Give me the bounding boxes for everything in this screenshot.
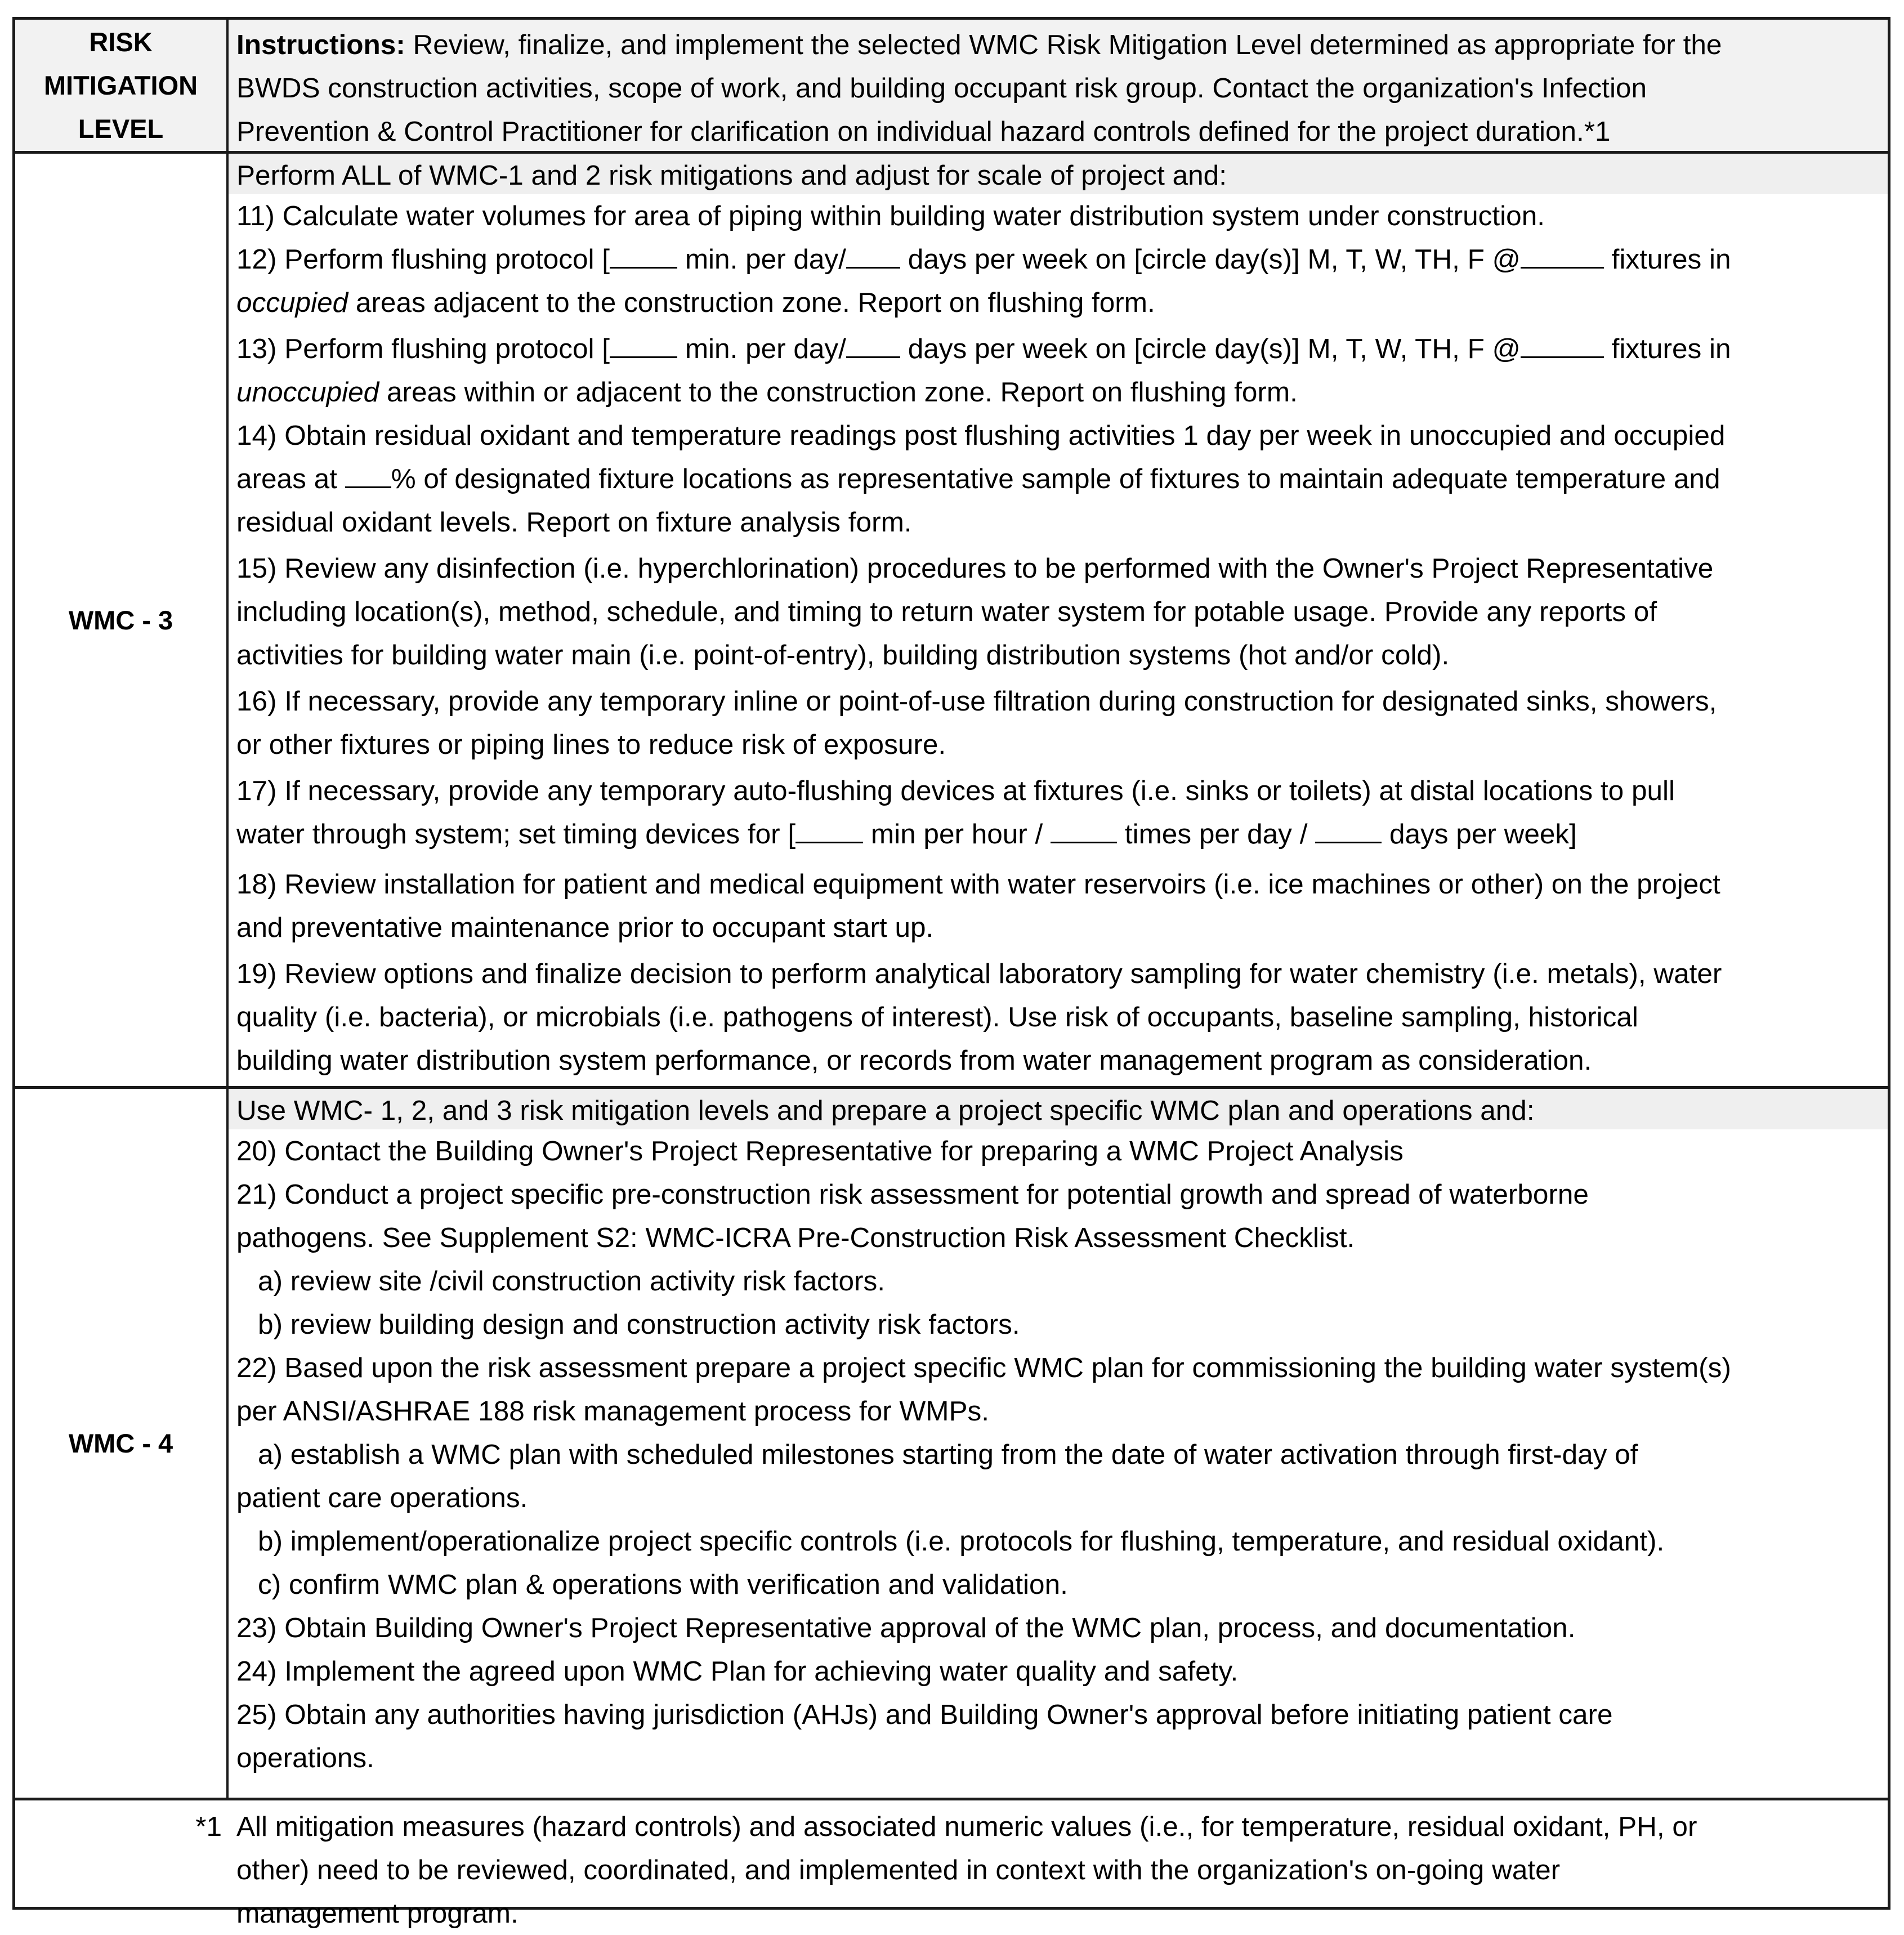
wmc4-level-text: WMC - 4 <box>68 1428 173 1458</box>
item-12 <box>229 238 1888 281</box>
item-22-a: a) establish a WMC plan with scheduled milestones starting from the date of water activation through first-day of <box>258 1439 1638 1470</box>
item-12-text: 12) Perform flushing protocol [ <box>236 244 610 275</box>
item-19-cont: building water distribution system performance, or records from water management program as consideration. <box>236 1045 1592 1076</box>
item-25-cont: operations. <box>236 1742 374 1773</box>
item-12-text: areas adjacent to the construction zone. Report on flushing form. <box>348 287 1155 318</box>
item-17: 17) If necessary, provide any temporary auto-flushing devices at fixtures (i.e. sinks or toilets) at distal locations to pull <box>236 775 1675 806</box>
level-heading-line: LEVEL <box>78 114 164 144</box>
instructions-cell <box>229 20 1888 151</box>
item-16-cont: or other fixtures or piping lines to reduce risk of exposure. <box>236 729 946 760</box>
unoccupied-emphasis: unoccupied <box>236 377 379 408</box>
item-21-cont: pathogens. See Supplement S2: WMC-ICRA Pre-Construction Risk Assessment Checklist. <box>236 1222 1355 1253</box>
item-25: 25) Obtain any authorities having jurisdiction (AHJs) and Building Owner's approval before initiating patient care <box>236 1699 1613 1730</box>
instructions-label: Instructions: <box>236 29 405 60</box>
wmc3-mitigations-cell <box>229 154 1888 1086</box>
level-heading-line: MITIGATION <box>43 70 198 100</box>
item-13-text: days per week on [circle day(s)] M, T, W, TH, F @ <box>900 333 1521 364</box>
item-12-text: fixtures in <box>1603 244 1731 275</box>
item-15: 15) Review any disinfection (i.e. hyperchlorination) procedures to be performed with the Owner's Project Representative <box>236 553 1714 584</box>
item-22-c: c) confirm WMC plan & operations with verification and validation. <box>258 1569 1068 1600</box>
wmc3-level-text: WMC - 3 <box>68 605 173 635</box>
instructions-text: Prevention & Control Practitioner for clarification on individual hazard controls defined for the project duration.*1 <box>236 116 1611 147</box>
wmc3-row <box>15 154 1888 1089</box>
footnote-cell <box>229 1800 1888 1929</box>
item-17-text: water through system; set timing devices for [ <box>236 819 796 850</box>
item-17-text: min per hour / <box>863 819 1043 850</box>
fill-blank <box>1051 814 1117 843</box>
item-14-text: areas at <box>236 463 337 494</box>
fill-blank <box>1315 814 1382 843</box>
level-column-heading <box>15 20 229 151</box>
fill-blank <box>795 814 863 843</box>
item-20: 20) Contact the Building Owner's Project Representative for preparing a WMC Project Analysis <box>236 1136 1404 1167</box>
item-13-text: fixtures in <box>1603 333 1731 364</box>
footnote-text: management program. <box>236 1898 519 1929</box>
footnote-text: other) need to be reviewed, coordinated, and implemented in context with the organization's on-going water <box>236 1854 1561 1885</box>
item-13-cont <box>229 370 1888 414</box>
item-14-cont <box>229 457 1888 500</box>
item-12-cont <box>229 281 1888 324</box>
header-row <box>15 20 1888 154</box>
item-22-b: b) implement/operationalize project specific controls (i.e. protocols for flushing, temperature, and residual oxidant). <box>258 1526 1665 1557</box>
item-17-text: days per week] <box>1382 819 1577 850</box>
item-21-b: b) review building design and construction activity risk factors. <box>258 1309 1020 1340</box>
item-11: 11) Calculate water volumes for area of piping within building water distribution system under construction. <box>236 200 1545 231</box>
item-15-cont: including location(s), method, schedule, and timing to return water system for potable usage. Provide any reports of <box>236 596 1657 627</box>
fill-blank <box>345 458 391 488</box>
item-18-cont: and preventative maintenance prior to occupant start up. <box>236 912 934 943</box>
wmc4-level-label <box>15 1089 229 1798</box>
fill-blank <box>610 239 677 269</box>
item-13-text: areas within or adjacent to the construction zone. Report on flushing form. <box>379 377 1298 408</box>
wmc4-intro: Use WMC- 1, 2, and 3 risk mitigation levels and prepare a project specific WMC plan and operations and: <box>229 1089 1888 1129</box>
item-24: 24) Implement the agreed upon WMC Plan for achieving water quality and safety. <box>236 1656 1239 1687</box>
occupied-emphasis: occupied <box>236 287 348 318</box>
wmc4-row <box>15 1089 1888 1800</box>
item-22: 22) Based upon the risk assessment prepare a project specific WMC plan for commissioning the building water system(s) <box>236 1352 1731 1383</box>
item-14: 14) Obtain residual oxidant and temperature readings post flushing activities 1 day per week in unoccupied and occupied <box>236 420 1726 451</box>
fill-blank <box>846 239 900 269</box>
fill-blank <box>610 328 677 358</box>
wmc3-intro: Perform ALL of WMC-1 and 2 risk mitigations and adjust for scale of project and: <box>229 154 1888 194</box>
item-19-cont: quality (i.e. bacteria), or microbials (i.e. pathogens of interest). Use risk of occupants, baseline sampling, historical <box>236 1002 1638 1033</box>
item-13 <box>229 327 1888 370</box>
item-12-text: min. per day/ <box>677 244 846 275</box>
fill-blank <box>1521 328 1604 358</box>
instructions-text: Review, finalize, and implement the selected WMC Risk Mitigation Level determined as appropriate for the <box>405 29 1722 60</box>
item-14-cont: residual oxidant levels. Report on fixture analysis form. <box>236 507 912 538</box>
wmc3-level-label <box>15 154 229 1086</box>
item-13-text: 13) Perform flushing protocol [ <box>236 333 610 364</box>
item-22-a-cont: patient care operations. <box>236 1482 528 1513</box>
instructions-text: BWDS construction activities, scope of work, and building occupant risk group. Contact the organization's Infection <box>236 73 1647 104</box>
wmc4-mitigations-cell <box>229 1089 1888 1798</box>
item-22-cont: per ANSI/ASHRAE 188 risk management process for WMPs. <box>236 1396 989 1427</box>
fill-blank <box>846 328 900 358</box>
item-18: 18) Review installation for patient and medical equipment with water reservoirs (i.e. ice machines or other) on the project <box>236 869 1720 900</box>
item-12-text: days per week on [circle day(s)] M, T, W, TH, F @ <box>900 244 1521 275</box>
footnote-row <box>15 1800 1888 1929</box>
item-16: 16) If necessary, provide any temporary inline or point-of-use filtration during construction for designated sinks, showers, <box>236 686 1717 717</box>
item-23: 23) Obtain Building Owner's Project Representative approval of the WMC plan, process, and documentation. <box>236 1612 1576 1643</box>
item-17-text: times per day / <box>1117 819 1308 850</box>
item-14-text: % of designated fixture locations as representative sample of fixtures to maintain adequate temperature and <box>391 463 1720 494</box>
item-13-text: min. per day/ <box>677 333 846 364</box>
level-heading-line: RISK <box>89 27 153 57</box>
item-21-a: a) review site /civil construction activity risk factors. <box>258 1266 886 1297</box>
risk-mitigation-table <box>12 17 1890 1929</box>
footnote-text: All mitigation measures (hazard controls) and associated numeric values (i.e., for temperature, residual oxidant, PH, or <box>236 1811 1697 1842</box>
item-15-cont: activities for building water main (i.e. point-of-entry), building distribution systems (hot and/or cold). <box>236 640 1450 671</box>
fill-blank <box>1521 239 1604 269</box>
item-17-cont <box>229 812 1888 856</box>
item-19: 19) Review options and finalize decision to perform analytical laboratory sampling for water chemistry (i.e. metals), water <box>236 958 1722 989</box>
footnote-mark: *1 <box>195 1811 222 1842</box>
item-21: 21) Conduct a project specific pre-construction risk assessment for potential growth and spread of waterborne <box>236 1179 1589 1210</box>
